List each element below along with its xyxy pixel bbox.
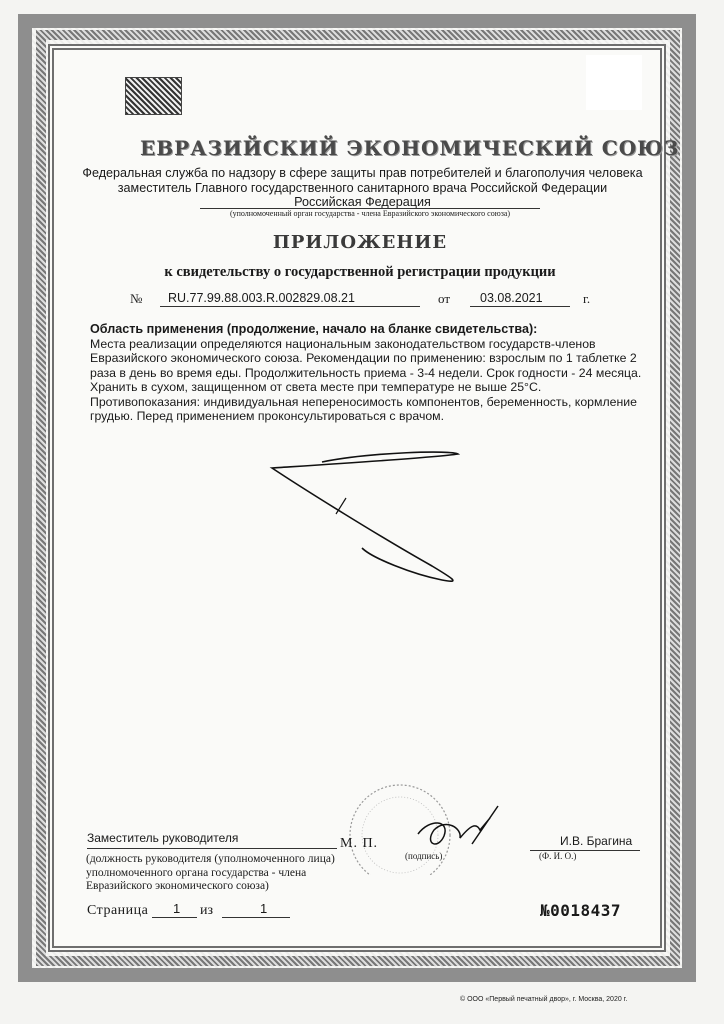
- redacted-corner-area: [586, 55, 642, 110]
- signature-caption: (подпись): [405, 851, 443, 861]
- printer-note: © ООО «Первый печатный двор», г. Москва, 2020 г.: [460, 996, 628, 1003]
- year-suffix: г.: [583, 291, 591, 306]
- position-caption: (должность руководителя (уполномоченного лица) уполномоченного органа государства - члена Евразийского экономического союза): [86, 853, 335, 892]
- agency-line: заместитель Главного государственного санитарного врача Российской Федерации: [117, 180, 608, 195]
- date-underline: [470, 306, 570, 307]
- page-number: 1: [173, 901, 181, 916]
- cancellation-scribble: [262, 448, 472, 586]
- ornament-emblem: [125, 77, 182, 115]
- page-total: 1: [260, 901, 268, 916]
- registration-date: 03.08.2021: [480, 291, 543, 305]
- agency-block: [80, 166, 645, 210]
- form-serial-number: №0018437: [540, 901, 622, 920]
- signer-name: И.В. Брагина: [560, 834, 633, 848]
- union-title: ЕВРАЗИЙСКИЙ ЭКОНОМИЧЕСКИЙ СОЮЗ: [140, 136, 680, 160]
- stamp-place-label: М. П.: [340, 836, 379, 851]
- from-label: от: [438, 291, 451, 306]
- page-label: Страница: [87, 903, 149, 918]
- scope-heading: Область применения (продолжение, начало на бланке свидетельства):: [90, 322, 538, 336]
- authority-caption: (уполномоченный орган государства - члена Евразийского экономического союза): [200, 208, 540, 218]
- agency-line: Российская Федерация: [294, 195, 431, 209]
- agency-line: Федеральная служба по надзору в сфере защиты прав потребителей и благополучия человека: [82, 166, 643, 180]
- appendix-subtitle: к свидетельству о государственной регистрации продукции: [164, 264, 556, 280]
- registration-number-underline: [160, 306, 420, 307]
- name-caption: (Ф. И. О.): [539, 851, 577, 861]
- of-label: из: [200, 903, 214, 918]
- page-number-underline: [152, 917, 197, 918]
- signer-position: Заместитель руководителя: [87, 831, 239, 845]
- position-underline: [87, 848, 337, 849]
- page-total-underline: [222, 917, 290, 918]
- registration-number: RU.77.99.88.003.R.002829.08.21: [168, 291, 355, 305]
- scope-body: Места реализации определяются национальным законодательством государств-членов Евразийского экономического союза. Рекомендации по применению: взрослым по 1 таблетке 2 раза в день во время еды. Продолжительность приема - 3-4 недели. Срок годности - 24 месяца. Хранить в сухом, защищенном от света месте при температуре не выше 25°С. Противопоказания: индивидуальная непереносимость компонентов, беременность, кормление грудью. Перед применением проконсультироваться с врачом.: [90, 337, 642, 424]
- number-sign: №: [130, 291, 143, 306]
- appendix-title: ПРИЛОЖЕНИЕ: [272, 232, 448, 253]
